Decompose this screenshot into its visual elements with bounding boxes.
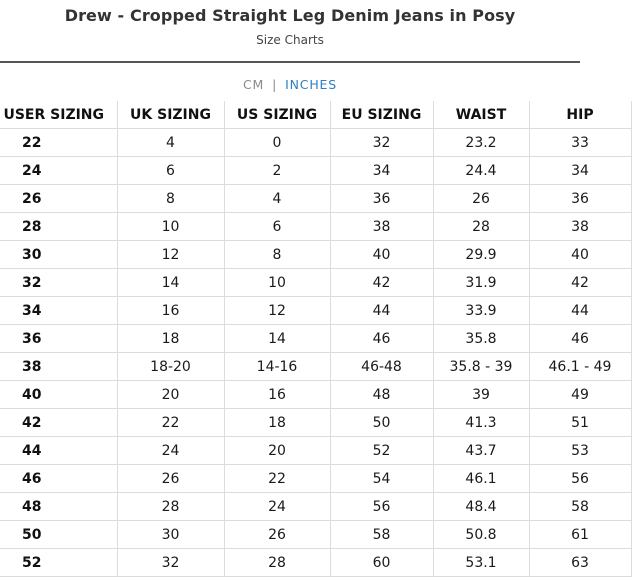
table-cell: 34 [0,297,117,325]
table-cell: 46.1 - 49 [529,353,631,381]
table-cell: 26 [433,185,529,213]
table-cell: 10 [224,269,330,297]
table-cell: 41.3 [433,409,529,437]
table-cell: 10 [117,213,224,241]
table-cell: 60 [330,549,433,577]
unit-toggle [0,77,580,92]
table-cell: 18 [117,325,224,353]
table-cell: 26 [117,465,224,493]
table-cell: 24 [117,437,224,465]
table-row [0,269,631,297]
table-cell: 56 [529,465,631,493]
table-cell: 44 [0,437,117,465]
table-cell: 22 [117,409,224,437]
table-cell: 20 [224,437,330,465]
table-cell: 36 [0,325,117,353]
table-cell: 44 [330,297,433,325]
table-row [0,381,631,409]
table-cell: 14 [224,325,330,353]
table-cell: 6 [117,157,224,185]
table-cell: 22 [0,129,117,157]
table-cell: 33.9 [433,297,529,325]
table-cell: 29.9 [433,241,529,269]
table-cell: 26 [0,185,117,213]
table-cell: 4 [117,129,224,157]
table-cell: 46.1 [433,465,529,493]
table-row [0,465,631,493]
table-cell: 48 [0,493,117,521]
column-header: US SIZING [224,101,330,129]
table-cell: 49 [529,381,631,409]
column-header: HIP [529,101,631,129]
table-cell: 6 [224,213,330,241]
divider [0,61,580,63]
table-cell: 18 [224,409,330,437]
table-cell: 39 [433,381,529,409]
page-title: Drew - Cropped Straight Leg Denim Jeans in Posy [64,6,516,25]
table-cell: 38 [330,213,433,241]
table-cell: 52 [330,437,433,465]
table-cell: 12 [224,297,330,325]
table-cell: 35.8 [433,325,529,353]
column-header: UK SIZING [117,101,224,129]
table-cell: 31.9 [433,269,529,297]
table-cell: 28 [0,213,117,241]
table-cell: 14-16 [224,353,330,381]
table-row [0,213,631,241]
table-cell: 18-20 [117,353,224,381]
table-cell: 43.7 [433,437,529,465]
table-row [0,185,631,213]
table-cell: 58 [330,521,433,549]
table-cell: 2 [224,157,330,185]
table-cell: 42 [0,409,117,437]
table-cell: 44 [529,297,631,325]
table-cell: 32 [0,269,117,297]
table-cell: 0 [224,129,330,157]
table-cell: 46-48 [330,353,433,381]
table-cell: 16 [224,381,330,409]
table-cell: 34 [330,157,433,185]
table-cell: 50 [330,409,433,437]
table-cell: 58 [529,493,631,521]
table-cell: 23.2 [433,129,529,157]
table-cell: 22 [224,465,330,493]
table-cell: 30 [117,521,224,549]
table-cell: 24 [224,493,330,521]
table-header-row [0,101,631,129]
table-cell: 26 [224,521,330,549]
table-row [0,325,631,353]
table-cell: 42 [529,269,631,297]
table-cell: 50.8 [433,521,529,549]
table-row [0,157,631,185]
table-row [0,241,631,269]
unit-option-cm[interactable]: CM [243,77,265,92]
size-table [0,101,632,577]
table-cell: 46 [0,465,117,493]
table-row [0,493,631,521]
table-cell: 33 [529,129,631,157]
table-cell: 4 [224,185,330,213]
table-row [0,297,631,325]
table-cell: 20 [117,381,224,409]
table-cell: 24.4 [433,157,529,185]
table-cell: 28 [433,213,529,241]
table-cell: 14 [117,269,224,297]
table-cell: 32 [117,549,224,577]
table-cell: 53 [529,437,631,465]
table-cell: 50 [0,521,117,549]
table-row [0,353,631,381]
table-cell: 48 [330,381,433,409]
table-cell: 46 [330,325,433,353]
table-cell: 56 [330,493,433,521]
table-cell: 53.1 [433,549,529,577]
column-header: USER SIZING [0,101,117,129]
table-cell: 36 [529,185,631,213]
table-cell: 61 [529,521,631,549]
table-cell: 28 [224,549,330,577]
table-cell: 51 [529,409,631,437]
column-header: EU SIZING [330,101,433,129]
table-cell: 63 [529,549,631,577]
page-subtitle: Size Charts [256,33,324,47]
unit-option-inches[interactable]: INCHES [285,77,337,92]
table-cell: 40 [0,381,117,409]
table-row [0,437,631,465]
table-cell: 28 [117,493,224,521]
table-cell: 35.8 - 39 [433,353,529,381]
table-cell: 52 [0,549,117,577]
table-cell: 30 [0,241,117,269]
table-row [0,549,631,577]
table-cell: 54 [330,465,433,493]
table-cell: 12 [117,241,224,269]
table-cell: 38 [529,213,631,241]
table-cell: 24 [0,157,117,185]
table-cell: 48.4 [433,493,529,521]
table-cell: 32 [330,129,433,157]
table-body [0,129,631,577]
table-cell: 34 [529,157,631,185]
table-cell: 42 [330,269,433,297]
column-header: WAIST [433,101,529,129]
table-cell: 16 [117,297,224,325]
table-cell: 36 [330,185,433,213]
table-cell: 40 [330,241,433,269]
table-cell: 38 [0,353,117,381]
table-cell: 46 [529,325,631,353]
table-row [0,521,631,549]
table-row [0,129,631,157]
table-cell: 40 [529,241,631,269]
table-cell: 8 [117,185,224,213]
unit-separator: | [272,77,278,92]
table-row [0,409,631,437]
table-cell: 8 [224,241,330,269]
